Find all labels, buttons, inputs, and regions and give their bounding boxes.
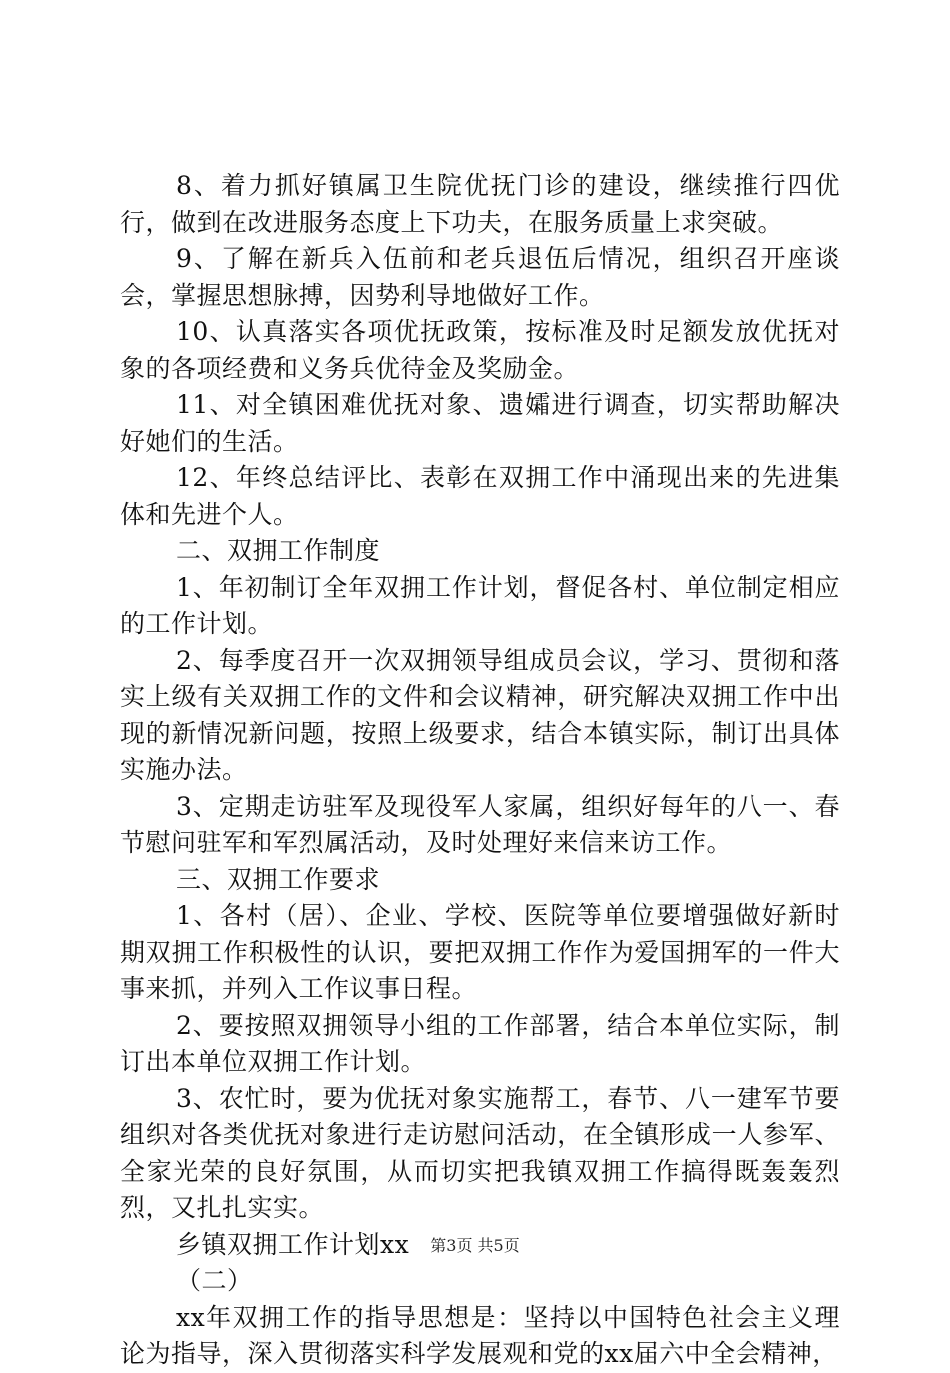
paragraph-item-12: 12、年终总结评比、表彰在双拥工作中涌现出来的先进集体和先进个人。 — [120, 463, 840, 529]
requirement-item-1: 1、各村（居）、企业、学校、医院等单位要增强做好新时期双拥工作积极性的认识，要把双拥工作作为爱国拥军的一件大事来抓，并列入工作议事日程。 — [120, 901, 840, 1003]
guiding-ideology-paragraph: xx年双拥工作的指导思想是：坚持以中国特色社会主义理论为指导，深入贯彻落实科学发展观和党的xx届六中全会精神， — [120, 1302, 840, 1368]
paragraph-item-11: 11、对全镇困难优抚对象、遗孀进行调查，切实帮助解决好她们的生活。 — [120, 390, 840, 456]
paragraph-item-8: 8、着力抓好镇属卫生院优抚门诊的建设，继续推行四优行，做到在改进服务态度上下功夫，在服务质量上求突破。 — [120, 171, 840, 237]
requirement-item-2: 2、要按照双拥领导小组的工作部署，结合本单位实际，制订出本单位双拥工作计划。 — [120, 1010, 840, 1076]
document-body — [120, 168, 840, 1373]
section-heading-requirements: 三、双拥工作要求 — [176, 864, 381, 894]
paragraph-item-9: 9、了解在新兵入伍前和老兵退伍后情况，组织召开座谈会，掌握思想脉搏，因势利导地做好工作。 — [120, 244, 840, 310]
system-item-2: 2、每季度召开一次双拥领导组成员会议，学习、贯彻和落实上级有关双拥工作的文件和会议精神，研究解决双拥工作中出现的新情况新问题，按照上级要求，结合本镇实际，制订出具体实施办法。 — [120, 645, 840, 784]
document-subtitle: 乡镇双拥工作计划xx — [176, 1229, 410, 1259]
section-number: （二） — [176, 1266, 253, 1295]
system-item-3: 3、定期走访驻军及现役军人家属，组织好每年的八一、春节慰问驻军和军烈属活动，及时处理好来信来访工作。 — [120, 791, 840, 857]
paragraph-item-10: 10、认真落实各项优抚政策，按标准及时足额发放优抚对象的各项经费和义务兵优待金及奖励金。 — [120, 317, 840, 383]
section-heading-system: 二、双拥工作制度 — [176, 536, 381, 565]
system-item-1: 1、年初制订全年双拥工作计划，督促各村、单位制定相应的工作计划。 — [120, 572, 840, 638]
page-footer: 第3页 共5页 — [430, 1236, 520, 1255]
requirement-item-3: 3、农忙时，要为优抚对象实施帮工，春节、八一建军节要组织对各类优抚对象进行走访慰问活动，在全镇形成一人参军、全家光荣的良好氛围，从而切实把我镇双拥工作搞得既轰轰烈烈，又扎扎实实。 — [120, 1083, 840, 1222]
